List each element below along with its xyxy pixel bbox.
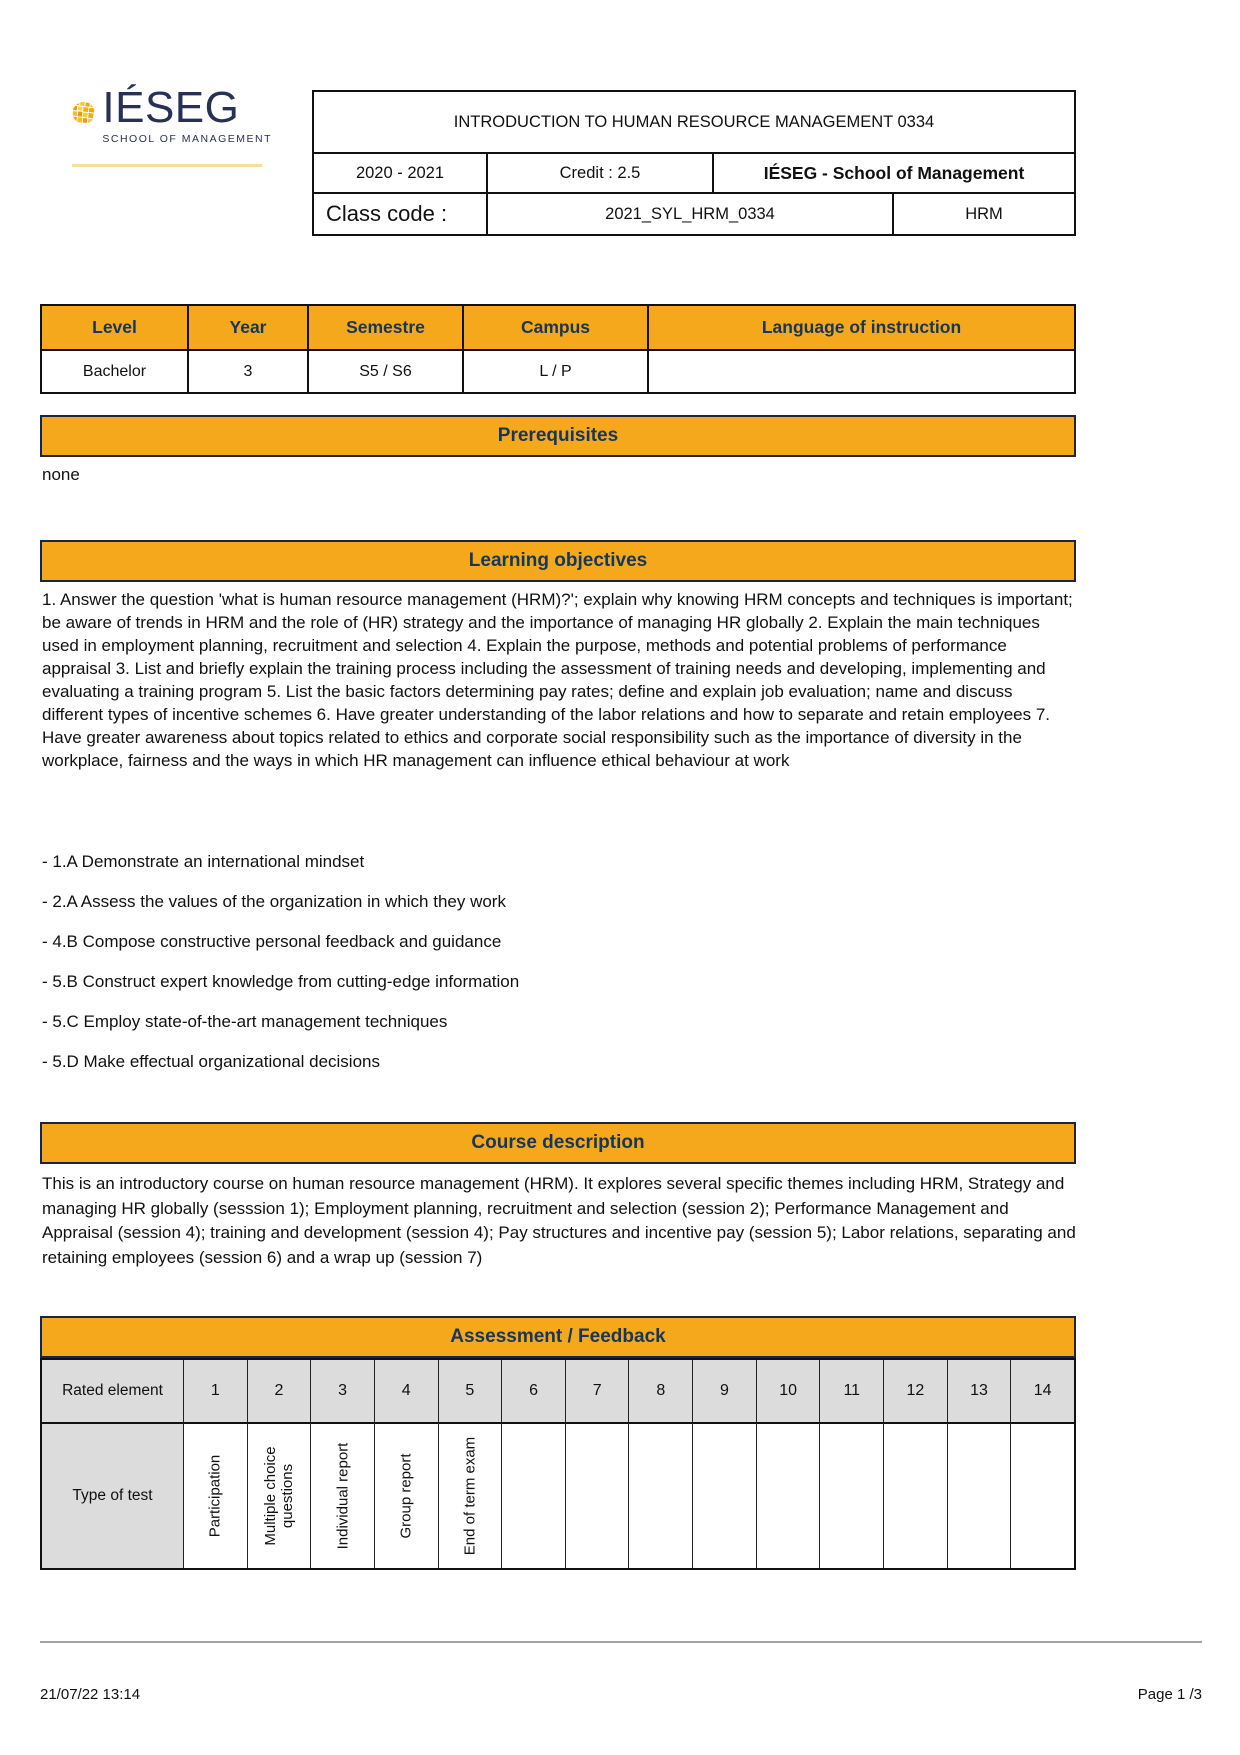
info-value-cell: Bachelor — [42, 349, 187, 392]
test-type-text: Participation — [206, 1454, 224, 1538]
assessment-column-header: 1 — [183, 1360, 247, 1422]
info-value-cell: 3 — [187, 349, 307, 392]
assessment-column-header: 7 — [565, 1360, 629, 1422]
assessment-test-type-cell — [501, 1422, 565, 1568]
learning-objective-item: - 5.D Make effectual organizational decisions — [42, 1052, 380, 1071]
credit-value: Credit : 2.5 — [486, 154, 712, 192]
header-row-2 — [314, 154, 1074, 194]
assessment-test-type-cell — [692, 1422, 756, 1568]
test-type-text: Multiple choice questions — [261, 1446, 296, 1546]
learning-objective-item: - 5.C Employ state-of-the-art management techniques — [42, 1012, 448, 1031]
info-header-level: Level — [42, 306, 187, 349]
course-description-paragraph: This is an introductory course on human resource management (HRM). It explores several specific themes including HRM, Strategy and managing HR globally (sesssion 1); Employment planning, recruitment and selection (session 2); Performance Management and Appraisal (session 4); training and development (session 4); Pay structures and incentive pay (session 5); Labor relations, separating and retaining employees (session 6) and a wrap up (session 7) — [42, 1174, 1076, 1267]
assessment-column-header: 2 — [247, 1360, 311, 1422]
assessment-column-header: 12 — [883, 1360, 947, 1422]
assessment-test-type-cell — [628, 1422, 692, 1568]
assessment-column-header: 8 — [628, 1360, 692, 1422]
assessment-banner: Assessment / Feedback — [40, 1316, 1076, 1358]
logo-text — [102, 84, 272, 145]
assessment-test-type-cell — [247, 1422, 311, 1568]
header-row-3 — [314, 194, 1074, 234]
assessment-test-type-cell — [947, 1422, 1011, 1568]
logo-subtitle: SCHOOL OF MANAGEMENT — [102, 133, 272, 145]
learning-objectives-banner: Learning objectives — [40, 540, 1076, 582]
assessment-test-type-cell — [1010, 1422, 1074, 1568]
assessment-column-header: 6 — [501, 1360, 565, 1422]
course-header-table — [312, 90, 1076, 236]
ieseg-logo — [72, 84, 272, 164]
assessment-column-header: 5 — [438, 1360, 502, 1422]
ieseg-globe-icon — [72, 84, 95, 142]
learning-objective-item: - 2.A Assess the values of the organization in which they work — [42, 892, 506, 911]
assessment-test-type-cell — [883, 1422, 947, 1568]
logo-underline — [72, 164, 262, 167]
assessment-test-type-cell — [819, 1422, 883, 1568]
test-type-text: Group report — [397, 1453, 415, 1539]
assessment-column-header: 14 — [1010, 1360, 1074, 1422]
course-description-banner: Course description — [40, 1122, 1076, 1164]
course-title: INTRODUCTION TO HUMAN RESOURCE MANAGEMENT 0334 — [314, 92, 1074, 154]
info-value-cell: L / P — [462, 349, 647, 392]
learning-objectives-bullets — [42, 851, 1042, 1091]
learning-objective-item: - 5.B Construct expert knowledge from cutting-edge information — [42, 972, 520, 991]
info-header-campus: Campus — [462, 306, 647, 349]
type-of-test-label: Type of test — [42, 1422, 183, 1568]
assessment-table — [40, 1358, 1076, 1570]
info-value-cell: S5 / S6 — [307, 349, 462, 392]
footer-divider — [40, 1641, 1202, 1643]
info-value-cell — [647, 349, 1074, 392]
learning-objectives-paragraph: 1. Answer the question 'what is human resource management (HRM)?'; explain why knowing HRM concepts and techniques is important; be aware of trends in HRM and the role of (HR) strategy and the importance of managing HR globally 2. Explain the main techniques used in employment planning, recruitment and selection 4. Explain the purpose, methods and potential problems of performance appraisal 3. List and briefly explain the training process including the assessment of training needs and developing, implementing and evaluating a training program 5. List the basic factors determining pay rates; define and explain job evaluation; name and discuss different types of incentive schemes 6. Have greater understanding of the labor relations and how to separate and retain employees 7. Have greater awareness about topics related to ethics and corporate social responsibility such as the importance of diversity in the workplace, fairness and the ways in which HR management can influence ethical behaviour at work — [42, 590, 1073, 770]
assessment-test-type-cell — [183, 1422, 247, 1568]
assessment-column-header: 3 — [310, 1360, 374, 1422]
logo-wordmark: IÉSEG — [102, 83, 240, 132]
assessment-column-header: 9 — [692, 1360, 756, 1422]
school-name: IÉSEG - School of Management — [712, 154, 1074, 192]
class-code-label: Class code : — [326, 201, 448, 226]
assessment-column-header: 10 — [756, 1360, 820, 1422]
info-header-semestre: Semestre — [307, 306, 462, 349]
assessment-test-type-cell — [310, 1422, 374, 1568]
footer-datetime: 21/07/22 13:14 — [40, 1686, 141, 1703]
assessment-column-header: 13 — [947, 1360, 1011, 1422]
assessment-test-type-cell — [438, 1422, 502, 1568]
assessment-test-type-cell — [565, 1422, 629, 1568]
department-code: HRM — [892, 194, 1074, 234]
learning-objective-item: - 4.B Compose constructive personal feedback and guidance — [42, 932, 502, 951]
assessment-test-type-cell — [374, 1422, 438, 1568]
footer-page-number: Page 1 /3 — [1137, 1686, 1202, 1703]
prerequisites-content: none — [42, 465, 80, 484]
info-header-year: Year — [187, 306, 307, 349]
assessment-column-header: 11 — [819, 1360, 883, 1422]
rated-element-label: Rated element — [42, 1360, 183, 1422]
academic-year: 2020 - 2021 — [355, 163, 445, 182]
footer — [40, 1686, 1202, 1703]
course-info-table — [40, 304, 1076, 394]
prerequisites-banner: Prerequisites — [40, 415, 1076, 457]
test-type-text: End of term exam — [461, 1436, 479, 1556]
learning-objective-item: - 1.A Demonstrate an international mindset — [42, 852, 365, 871]
assessment-column-header: 4 — [374, 1360, 438, 1422]
assessment-test-type-cell — [756, 1422, 820, 1568]
test-type-text: Individual report — [334, 1442, 352, 1550]
info-header-language-of-instruction: Language of instruction — [647, 306, 1074, 349]
class-code-value: 2021_SYL_HRM_0334 — [486, 194, 892, 234]
